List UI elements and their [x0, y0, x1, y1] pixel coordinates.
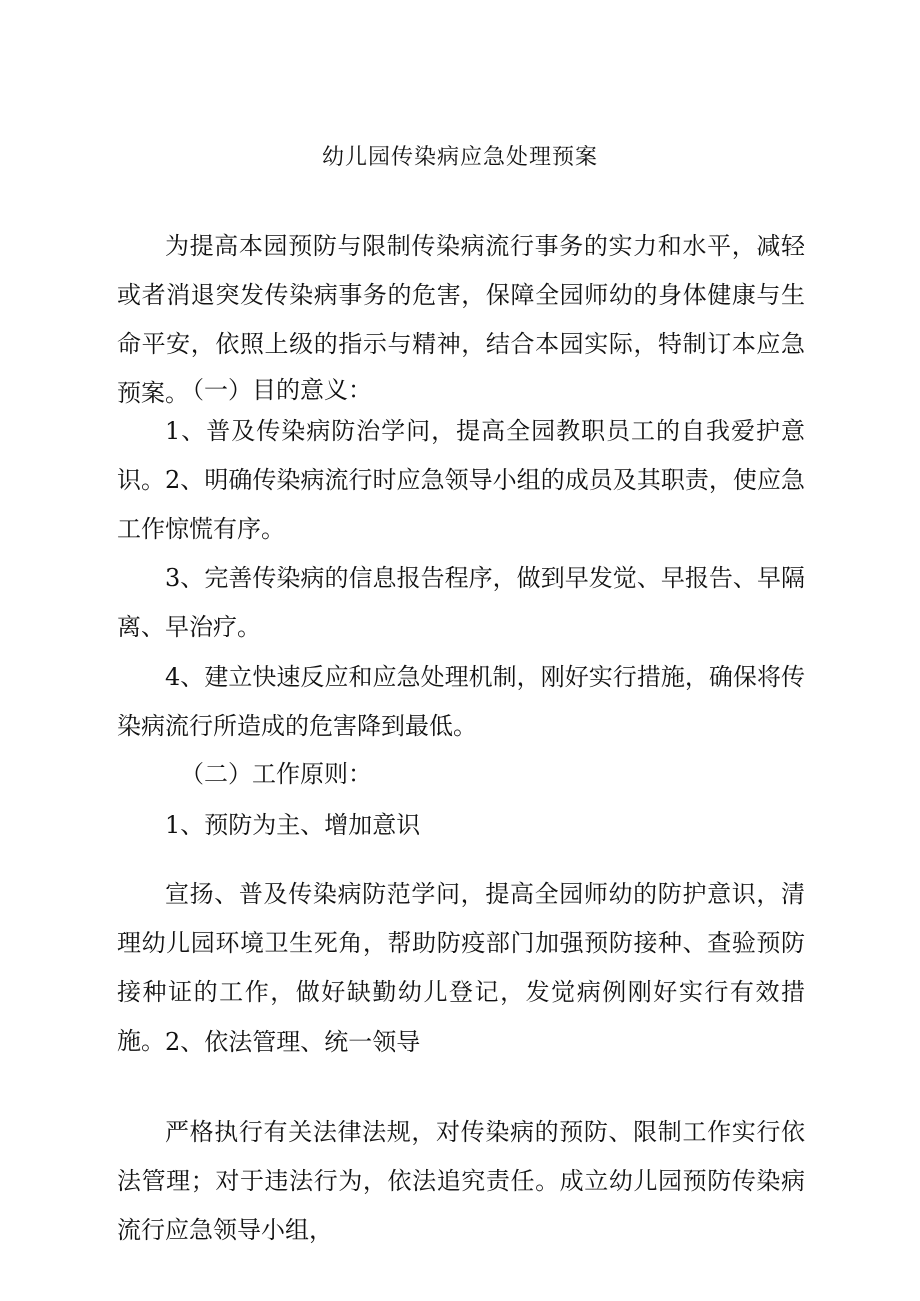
principle-1-body: 宣扬、普及传染病防范学问，提高全园师幼的防护意识，清理幼儿园环境卫生死角，帮助防疫部门加强预防接种、查验预防接种证的工作，做好缺勤幼儿登记，发觉病例刚好实行有效措施。	[117, 880, 805, 1055]
principle-1-title: 1、预防为主、增加意识	[165, 811, 421, 839]
section-heading-purpose: （一）目的意义：	[180, 376, 372, 404]
purpose-item-1: 1、普及传染病防治学问，提高全园教职员工的自我爱护意识。	[117, 417, 805, 494]
principle-2-body: 严格执行有关法律法规，对传染病的预防、限制工作实行依法管理；对于违法行为，依法追究责任。成立幼儿园预防传染病流行应急领导小组，	[117, 1118, 805, 1244]
purpose-item-2: 2、明确传染病流行时应急领导小组的成员及其职责，使应急工作惊慌有序。	[117, 466, 805, 543]
principle-2-title: 2、依法管理、统一领导	[165, 1028, 421, 1056]
document-title: 幼儿园传染病应急处理预案	[321, 145, 598, 170]
purpose-item-3: 3、完善传染病的信息报告程序，做到早发觉、早报告、早隔离、早治疗。	[117, 564, 805, 641]
section-heading-principles: （二）工作原则：	[180, 760, 372, 788]
intro-paragraph: 为提高本园预防与限制传染病流行事务的实力和水平，减轻或者消退突发传染病事务的危害，保障全园师幼的身体健康与生命平安，依照上级的指示与精神，结合本园实际，特制订本应急预案。	[117, 232, 805, 407]
purpose-item-4: 4、建立快速反应和应急处理机制，刚好实行措施，确保将传染病流行所造成的危害降到最低。	[117, 663, 805, 740]
